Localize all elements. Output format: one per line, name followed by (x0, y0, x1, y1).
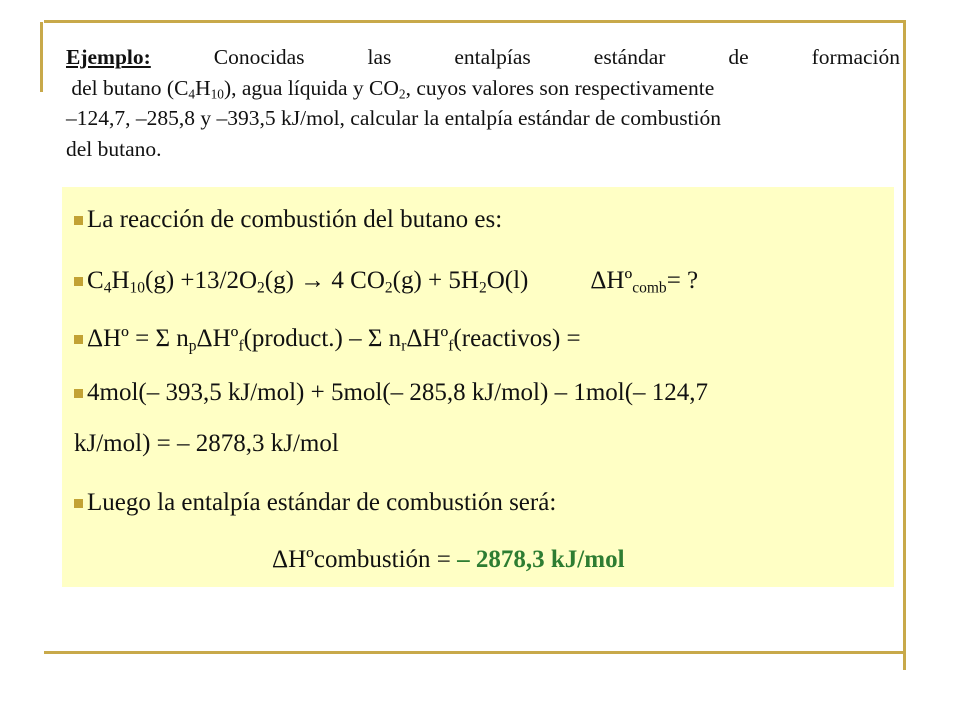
text: H (195, 75, 211, 100)
subscript: 2 (478, 279, 487, 297)
solution-box (62, 187, 894, 587)
row-text: 4mol(– 393,5 kJ/mol) + 5mol(– 285,8 kJ/mol) – 1mol(– 124,7 (87, 379, 709, 406)
subscript: 2 (384, 279, 393, 297)
subscript: 4 (103, 279, 112, 297)
example-line-2 (66, 73, 900, 104)
bullet-row-1 (74, 205, 502, 235)
bullet-row-4-calculation (74, 378, 708, 408)
subscript: f (238, 337, 244, 355)
text: ΔHº = Σ n (87, 325, 189, 352)
example-line-4: del butano. (66, 136, 162, 161)
text: del butano (C (71, 75, 189, 100)
text: (product.) – Σ n (243, 325, 402, 352)
bullet-row-3-formula (74, 324, 581, 354)
row-5-continuation (74, 429, 339, 459)
result-row (272, 545, 625, 575)
square-bullet-icon (74, 389, 83, 398)
example-line1-text: Conocidas las entalpías estándar de formación (213, 45, 901, 69)
left-rule (40, 22, 43, 92)
result-label: ΔHºcombustión = (272, 546, 451, 573)
text: = ? (666, 267, 699, 294)
square-bullet-icon (74, 335, 83, 344)
bullet-row-6 (74, 488, 556, 518)
subscript: f (448, 337, 454, 355)
subscript: 4 (188, 86, 196, 102)
subscript: r (401, 337, 407, 355)
text: (reactivos) = (453, 325, 581, 352)
subscript: p (188, 337, 197, 355)
result-value: – 2878,3 kJ/mol (457, 546, 625, 573)
text: (g) +13/2O (145, 267, 257, 294)
subscript: comb (632, 279, 667, 297)
row-text: kJ/mol) = – 2878,3 kJ/mol (74, 430, 339, 457)
text: H (111, 267, 130, 294)
right-rule (903, 20, 906, 670)
subscript: 2 (398, 86, 406, 102)
example-line-1 (66, 42, 900, 73)
subscript: 10 (210, 86, 224, 102)
example-label: Ejemplo: (66, 45, 151, 69)
row-text: La reacción de combustión del butano es: (87, 206, 503, 233)
text: ), agua líquida y CO (223, 75, 399, 100)
bullet-row-2-reaction (74, 266, 698, 296)
text: ΔHº (590, 267, 633, 294)
example-line-3: –124,7, –285,8 y –393,5 kJ/mol, calcular la entalpía estándar de combustión (66, 106, 722, 130)
bottom-rule (44, 651, 904, 654)
text: ΔHº (406, 325, 449, 352)
example-paragraph (66, 42, 900, 164)
square-bullet-icon (74, 499, 83, 508)
subscript: 2 (257, 279, 265, 297)
square-bullet-icon (74, 277, 83, 286)
text: ΔHº (196, 325, 239, 352)
text: O(l) (486, 267, 529, 294)
square-bullet-icon (74, 216, 83, 225)
subscript: 10 (129, 279, 145, 297)
text: (g) → 4 CO (264, 267, 385, 294)
text: , cuyos valores son respectivamente (405, 75, 715, 100)
row-text: Luego la entalpía estándar de combustión será: (87, 489, 557, 516)
text: C (87, 267, 104, 294)
top-rule (44, 20, 904, 23)
text: (g) + 5H (392, 267, 479, 294)
